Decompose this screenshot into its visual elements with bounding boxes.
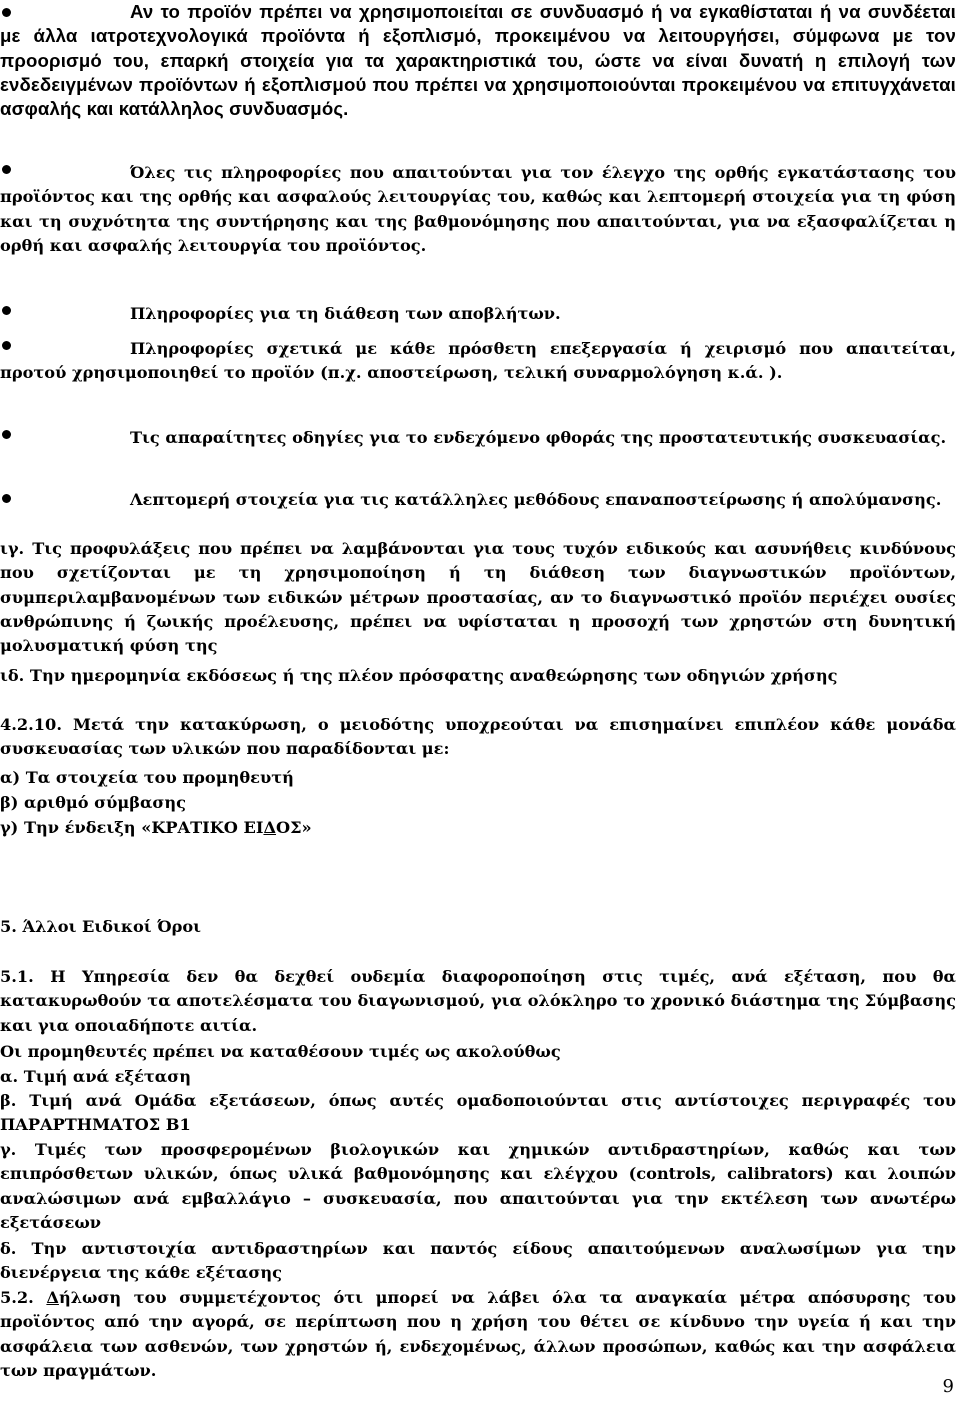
paragraph-5-1-d: δ. Την αντιστοιχία αντιδραστηρίων και παντός είδους απαιτούμενων αναλωσίμων για την διενέργεια της κάθε εξέτασης [0, 1239, 956, 1283]
state-label-underlined-letter: Δ [263, 818, 277, 837]
paragraph-5-2 [0, 1286, 956, 1383]
section-heading-5: 5. Άλλοι Ειδικοί Όροι [0, 917, 202, 936]
paragraph-5-1-prices: Οι προμηθευτές πρέπει να καταθέσουν τιμές ως ακολούθως [0, 1042, 561, 1061]
page-number: 9 [942, 1376, 954, 1397]
state-label-end: ΟΣ» [276, 818, 312, 837]
bullet-item-combination: Αν το προϊόν πρέπει να χρησιμοποιείται σε συνδυασμό ή να εγκαθίσταται ή να συνδέεται με άλλα ιατροτεχνολογικά προϊόντα ή εξοπλισμό, προκειμένου να λειτουργήσει, σύμφωνα με τον προορισμό του, επαρκή στοιχεία για τα χαρακτηριστικά του, ώστε να είναι δυνατή η επιλογή των ενδεδειγμένων προϊόντων ή εξοπλισμού που πρέπει να χρησιμοποιούνται προκειμένου να επιτυγχάνεται ασφαλής και κατάλληλος συνδυασμός. [0, 1, 956, 120]
paragraph-5-1: 5.1. Η Υπηρεσία δεν θα δεχθεί ουδεμία διαφοροποίηση στις τιμές, ανά εξέταση, που θα κατακυρωθούν τα αποτελέσματα του διαγωνισμού, για ολόκληρο το χρονικό διάστημα της Σύμβασης και για οποιαδήποτε αιτία. [0, 967, 956, 1035]
paragraph-5-1-a: α. Τιμή ανά εξέταση [0, 1067, 191, 1086]
bullet-item-resterilization: Λεπτομερή στοιχεία για τις κατάλληλες μεθόδους επαναποστείρωσης ή απολύμανσης. [130, 490, 942, 509]
paragraph-5-1-b: β. Τιμή ανά Ομάδα εξετάσεων, όπως αυτές ομαδοποιούνται στις αντίστοιχες περιγραφές του ΠΑΡΑΡΤΗΜΑΤΟΣ Β1 [0, 1091, 956, 1135]
list-item-supplier: α) Τα στοιχεία του προμηθευτή [0, 768, 294, 787]
paragraph-ig: ιγ. Τις προφυλάξεις που πρέπει να λαμβάνονται για τους τυχόν ειδικούς και ασυνήθεις κινδύνους που σχετίζονται με τη χρησιμοποίηση ή τη διάθεση των διαγνωστικών προϊόντων, συμπεριλαμβανομένων των ειδικών μέτρων προστασίας, αν το διαγνωστικό προϊόν περιέχει ουσίες ανθρώπινης ή ζωικής προέλευσης, πρέπει να υφίσταται η προσοχή των χρηστών στη δυνητική μολυσματική φύση της [0, 539, 956, 656]
paragraph-4-2-10: 4.2.10. Μετά την κατακύρωση, ο μειοδότης υποχρεούται να επισημαίνει επιπλέον κάθε μονάδα συσκευασίας των υλικών που παραδίδονται με: [0, 715, 956, 759]
paragraph-5-2-text: ήλωση του συμμετέχοντος ότι μπορεί να λάβει όλα τα αναγκαία μέτρα απόσυρσης του προϊόντος από την αγορά, σε περίπτωση που η χρήση του θέτει σε κίνδυνο την υγεία ή και την ασφάλεια των ασθενών, των χρηστών ή, ενδεχομένως, άλλων προσώπων, καθώς και την ασφάλεια των πραγμάτων. [0, 1288, 956, 1380]
state-label-text: γ) Την ένδειξη «ΚΡΑΤΙΚΟ ΕΙ [0, 818, 264, 837]
paragraph-5-2-number: 5.2. [0, 1288, 47, 1307]
list-item-contract: β) αριθμό σύμβασης [0, 793, 186, 812]
paragraph-5-2-underlined-letter: Δ [46, 1288, 59, 1307]
list-item-state-label [0, 816, 956, 840]
paragraph-id: ιδ. Την ημερομηνία εκδόσεως ή της πλέον πρόσφατης αναθεώρησης των οδηγιών χρήσης [0, 666, 838, 685]
bullet-item-waste-disposal: Πληροφορίες για τη διάθεση των αποβλήτων. [130, 304, 561, 323]
bullet-item-extra-processing: Πληροφορίες σχετικά με κάθε πρόσθετη επεξεργασία ή χειρισμό που απαιτείται, προτού χρησιμοποιηθεί το προϊόν (π.χ. αποστείρωση, τελική συναρμολόγηση κ.ά. ). [0, 339, 956, 383]
bullet-item-installation-info: Όλες τις πληροφορίες που απαιτούνται για τον έλεγχο της ορθής εγκατάστασης του προϊόντος και της ορθής και ασφαλούς λειτουργίας του, καθώς και λεπτομερή στοιχεία για τη φύση και τη συχνότητα της συντήρησης και της βαθμονόμησης που απαιτούνται, για να εξασφαλίζεται η ορθή και ασφαλής λειτουργία του προϊόντος. [0, 163, 956, 255]
bullet-item-packaging-damage: Τις απαραίτητες οδηγίες για το ενδεχόμενο φθοράς της προστατευτικής συσκευασίας. [130, 428, 947, 447]
paragraph-5-1-c: γ. Τιμές των προσφερομένων βιολογικών και χημικών αντιδραστηρίων, καθώς και των επιπρόσθετων υλικών, όπως υλικά βαθμονόμησης και ελέγχου (controls, calibrators) και λοιπών αναλώσιμων ανά εμβαλλάγιο – συσκευασία, που απαιτούνται για την εκτέλεση των ανωτέρω εξετάσεων [0, 1140, 956, 1232]
